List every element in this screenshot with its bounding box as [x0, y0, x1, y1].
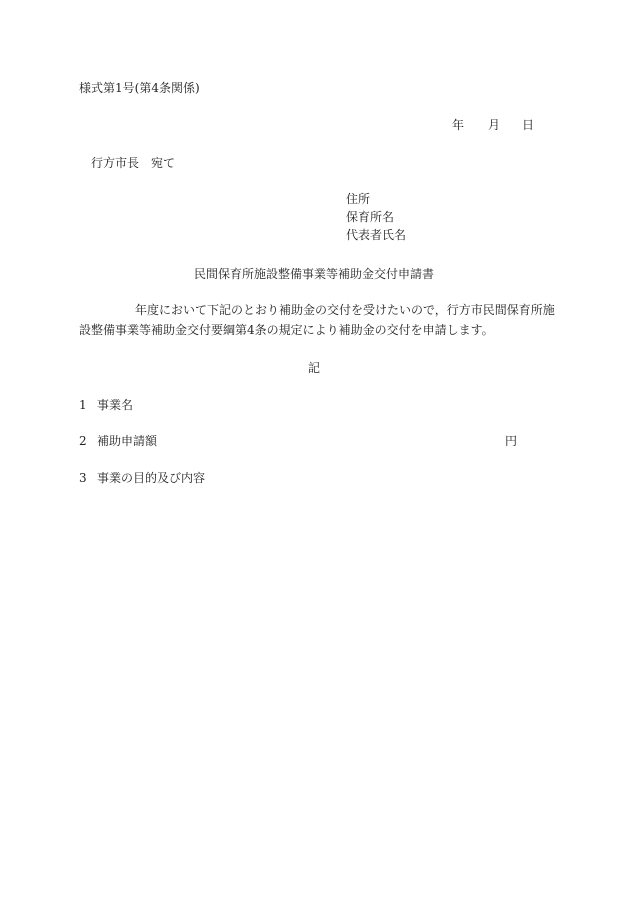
item-purpose [79, 472, 205, 484]
item-label: 事業の目的及び内容 [97, 471, 206, 485]
ki-heading: 記 [308, 361, 321, 375]
yen-unit: 円 [505, 434, 518, 448]
addressee: 行方市長 宛て [91, 156, 176, 170]
date-month-label: 月 [488, 118, 501, 132]
address-label: 住所 [346, 192, 371, 206]
document-title: 民間保育所施設整備事業等補助金交付申請書 [194, 267, 435, 281]
item-number: 1 [79, 398, 87, 412]
body-line-1: 年度において下記のとおり補助金の交付を受けたいので，行方市民間保育所施 [135, 303, 555, 317]
body-line-2: 設整備事業等補助金交付要綱第4条の規定により補助金の交付を申請します。 [79, 323, 494, 337]
item-project-name [79, 399, 133, 411]
item-subsidy-amount [79, 435, 157, 447]
body-paragraph [79, 303, 555, 344]
date-day-label: 日 [522, 118, 535, 132]
representative-label: 代表者氏名 [346, 228, 407, 242]
item-label: 事業名 [97, 398, 134, 412]
item-label: 補助申請額 [97, 434, 158, 448]
item-number: 3 [79, 471, 87, 485]
applicant-block [346, 193, 406, 247]
facility-name-label: 保育所名 [346, 210, 395, 224]
item-number: 2 [79, 434, 87, 448]
form-number: 様式第1号(第4条関係) [79, 81, 200, 95]
date-line [452, 119, 534, 131]
date-year-label: 年 [452, 118, 465, 132]
